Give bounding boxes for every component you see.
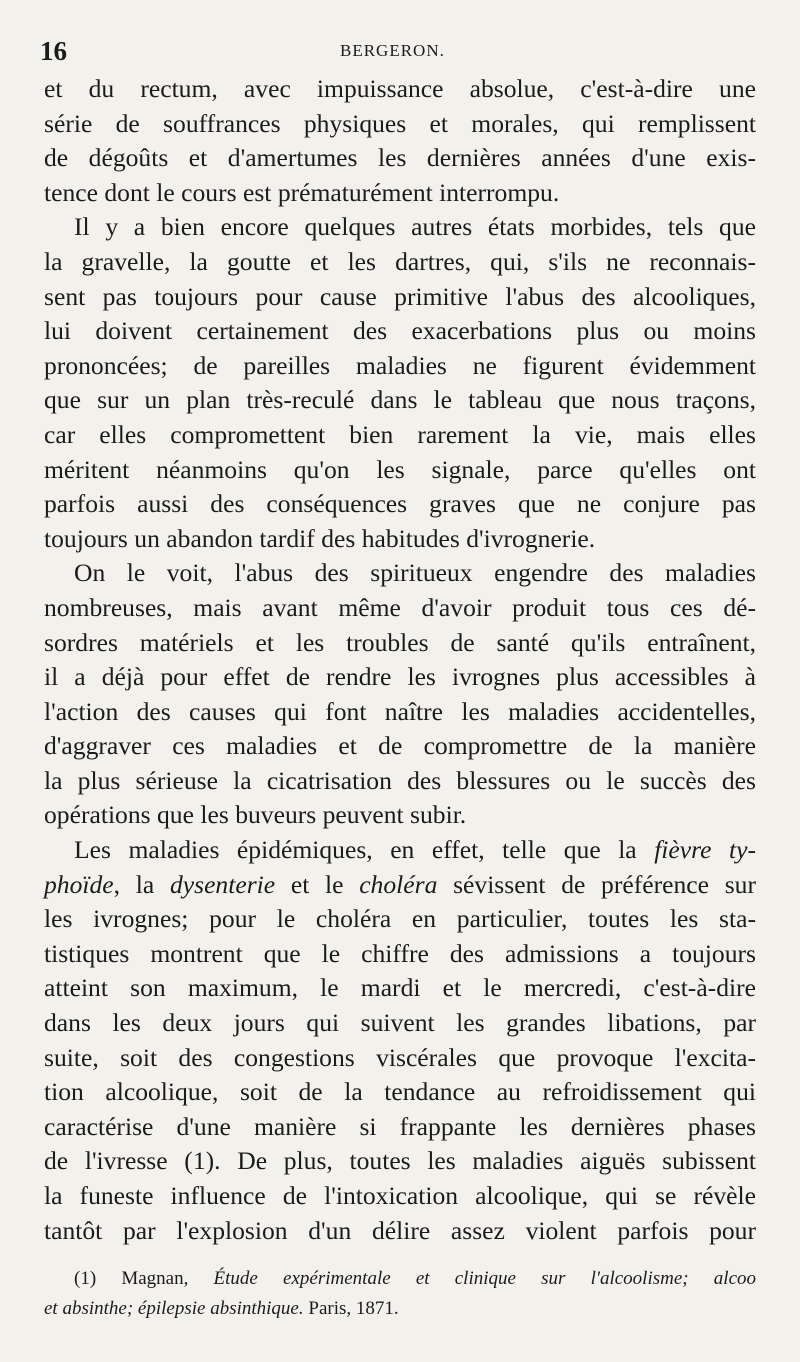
text-line: la plus sérieuse la cicatrisation des blessures ou le succès des: [44, 765, 756, 795]
text-line: il a déjà pour effet de rendre les ivrognes plus accessibles à: [44, 662, 756, 692]
text-line: et du rectum, avec impuissance absolue, c'est-à-dire une: [44, 74, 756, 103]
text-line: Il y a bien encore quelques autres états morbides, tels que: [74, 212, 756, 242]
text-line: prononcées; de pareilles maladies ne figurent évidemment: [44, 350, 756, 380]
text-line: toujours un abandon tardif des habitudes d'ivrognerie.: [44, 523, 596, 553]
text-line: nombreuses, mais avant même d'avoir produit tous ces dé-: [44, 592, 756, 622]
text-line: l'action des causes qui font naître les maladies accidentelles,: [44, 696, 756, 726]
text-line: d'aggraver ces maladies et de compromettre de la manière: [44, 731, 756, 761]
text-line: lui doivent certainement des exacerbations plus ou moins: [44, 316, 756, 346]
text-line: tistiques montrent que le chiffre des admissions a toujours: [44, 938, 756, 968]
text-line: suite, soit des congestions viscérales que provoque l'excita-: [44, 1042, 756, 1072]
text-line: la gravelle, la goutte et les dartres, qui, s'ils ne reconnais-: [44, 246, 756, 276]
text-line: que sur un plan très-reculé dans le tableau que nous traçons,: [44, 385, 756, 415]
footnote-line: (1) Magnan, Étude expérimentale et clinique sur l'alcoolisme; alcoo: [74, 1268, 756, 1289]
text-line: opérations que les buveurs peuvent subir.: [44, 800, 467, 830]
text-line: atteint son maximum, le mardi et le mercredi, c'est-à-dire: [44, 973, 756, 1003]
text-line: caractérise d'une manière si frappante les dernières phases: [44, 1111, 756, 1141]
text-line: On le voit, l'abus des spiritueux engendre des maladies: [74, 558, 756, 588]
page-number: 16: [40, 36, 67, 66]
text-line: tence dont le cours est prématurément interrompu.: [44, 177, 560, 207]
text-line: de dégoûts et d'amertumes les dernières années d'une exis-: [44, 143, 756, 173]
text-line: car elles compromettent bien rarement la vie, mais elles: [44, 419, 756, 449]
text-line: sordres matériels et les troubles de santé qu'ils entraînent,: [44, 627, 756, 657]
text-line: dans les deux jours qui suivent les grandes libations, par: [44, 1008, 756, 1038]
body-text: [44, 72, 756, 1248]
text-line: sent pas toujours pour cause primitive l'abus des alcooliques,: [44, 281, 756, 311]
text-line: tantôt par l'explosion d'un délire assez violent parfois pour: [44, 1215, 756, 1245]
footnote: [44, 1264, 756, 1324]
text-line: méritent néanmoins qu'on les signale, parce qu'elles ont: [44, 454, 756, 484]
page-header: [40, 36, 756, 66]
text-line: les ivrognes; pour le choléra en particulier, toutes les sta-: [44, 904, 756, 934]
text-line: tion alcoolique, soit de la tendance au refroidissement qui: [44, 1077, 756, 1107]
text-line: parfois aussi des conséquences graves que ne conjure pas: [44, 489, 756, 519]
text-line: série de souffrances physiques et morales, qui remplissent: [44, 108, 756, 138]
footnote-line: et absinthe; épilepsie absinthique. Paris, 1871.: [44, 1298, 399, 1319]
text-line: Les maladies épidémiques, en effet, telle que la fièvre ty-: [74, 835, 756, 865]
text-line: phoïde, la dysenterie et le choléra sévissent de préférence sur: [44, 869, 756, 899]
text-line: de l'ivresse (1). De plus, toutes les maladies aiguës subissent: [44, 1146, 756, 1176]
running-head: BERGERON.: [340, 41, 445, 60]
text-line: la funeste influence de l'intoxication alcoolique, qui se révèle: [44, 1181, 756, 1210]
